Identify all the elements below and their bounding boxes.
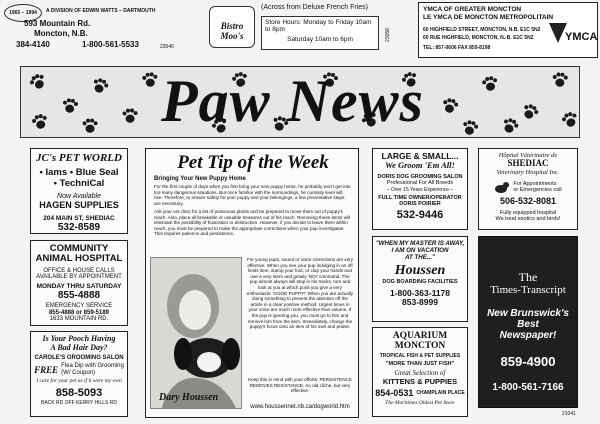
vet-title-1: Hôpital Vétérinaire de (498, 152, 558, 159)
grooming-offer-2: (W/ Coupon) (61, 369, 96, 376)
houssen-quote-1: "WHEN MY MASTER IS AWAY, (375, 240, 465, 247)
doris-owner-1: FULL TIME OWNER/OPERATOR (378, 195, 462, 202)
pet-world-line-2: • TechniCal (53, 177, 105, 189)
vet-title-2: SHEDIAC (507, 158, 549, 169)
free-label: FREE (34, 364, 59, 375)
pet-tip-para-2: Ask your vet clinic for a list of poisonous plants and be prepared to move them out of puppy's reach. Also, place all breakable or valuable treasures out of his reach. Removing these items will eliminate the possibility of frustration or destruction. However, if you decide to leave them within reach, you must be prepared to make the appropriate corrections when your pup investigates. This requires patience and persistence. (154, 209, 351, 236)
ymca-logo (547, 21, 598, 49)
vet-line-1: Fully equipped hospital (499, 210, 557, 217)
paw-print-icon (29, 111, 51, 133)
ad-code: 23046 (160, 44, 174, 50)
aquarium-line-1: TROPICAL FISH & PET SUPPLIES (379, 352, 461, 359)
bistro-hours-1: Store Hours: Monday to Friday 10am to 8pm (265, 19, 372, 34)
bistro-ad (205, 2, 393, 58)
paw-print-icon (551, 71, 570, 90)
paw-print-icon (81, 117, 99, 135)
times-phone-2: 1-800-561-7166 (492, 381, 564, 393)
photo-caption: Dary Houssen (159, 392, 219, 403)
doris-salon-1: DORIS DOG GROOMING SALON (377, 173, 463, 180)
times-phone-1: 859-4900 (500, 354, 556, 370)
pet-tip-para-3: For young pups, sound or voice corrections are very effective. When you see your pup indulging in an off limits item, stamp your foot, or clap your hands and use a very stern and growly 'NO!' command. The pup almost always will stop in his tracks, turn and look at you at which point you give a very enthusiastic 'GOOD PUPPY!' When you are actually doing something to prevent the attention off the article in a clear positive method. Urgent times in your voice are much more effective than volume. If the pup is ignoring you, you must go to him and remove him from the item. Immediately, change the puppy's focus onto an item of his own and praise. (246, 257, 354, 330)
vet-appt-2: or Emergencies call (513, 187, 562, 194)
doris-line-1: LARGE & SMALL... (381, 151, 459, 161)
phone-tollfree: 1-800-561-5533 (82, 40, 139, 49)
aquarium-address: CHAMPLAIN PLACE (416, 390, 465, 397)
pet-tip-title: Pet Tip of the Week (177, 152, 329, 173)
aquarium-tagline: The Maritimes Oldest Pet Store (385, 400, 455, 407)
vet-phone: 506-532-8081 (499, 196, 557, 207)
grooming-address: BACK RD OFF KERRY HILLS RD (41, 399, 117, 406)
grooming-offer-1: Flea Dip with Grooming (61, 363, 124, 370)
houssen-logo: Houssen (394, 263, 446, 279)
address-line-1: 593 Mountain Rd. (24, 19, 91, 28)
paw-print-icon (459, 117, 481, 138)
paw-print-icon (558, 108, 580, 131)
ymca-logo-text: YMCA (565, 31, 598, 43)
grooming-care: I care for your pet as if it were my own (36, 378, 122, 385)
pet-tip-url[interactable]: www.houssennet.nb.ca/dogworld.htm (250, 404, 350, 410)
division-text: A DIVISION OF EDWIN WATTS – DARTMOUTH (46, 8, 156, 14)
paw-news-banner (20, 66, 580, 138)
ymca-address-1: 60 HIGHFIELD STREET, MONCTON, N.B. E1C 5N2 (423, 27, 541, 33)
now-available: Now Available (57, 192, 101, 200)
pet-tip-para-1: For the first couple of days when you first bring your new puppy home, he probably won't get into too many dangerous situations. But once familiar with the surroundings, he curiosity level will rise. Therefore, to ensure safety for your puppy and your belongings, a few preventative steps are necessary. (154, 184, 351, 206)
pet-tip-para-4: Keep this in mind with your efforts: PERSISTENCE REMOVES RESISTANCE. An old cliche, but very effective. (248, 377, 352, 394)
phone-local: 384-4140 (16, 40, 50, 49)
aquarium-title-1: AQUARIUM (392, 331, 448, 341)
aquarium-line-3: KITTENS & PUPPIES (382, 377, 458, 387)
community-animal-hospital-ad (30, 240, 128, 326)
pet-tip-subtitle: Bringing Your New Puppy Home (154, 176, 246, 182)
vet-line-2: We treat exotics and birds! (495, 216, 561, 223)
times-tag-3: Newspaper! (499, 330, 557, 342)
paw-print-icon (498, 114, 521, 137)
aquarium-great: Great Selection of (394, 369, 446, 378)
times-code: 21041 (562, 411, 576, 417)
logo-text: 1965 – 1994 (9, 10, 37, 16)
hospital-hours: MONDAY THRU SATURDAY (36, 283, 122, 291)
vet-appt-1: For Appointments (513, 181, 557, 188)
hagen-supplies: HAGEN SUPPLIES (39, 199, 119, 210)
doris-owner-2: DORIS POIRIER (399, 201, 441, 208)
times-tag-2: Best (517, 319, 539, 331)
doris-phone: 532-9446 (396, 209, 444, 222)
hospital-address: 1633 MOUNTAIN RD. (49, 316, 109, 323)
vet-title-3: Veterinary Hospital Inc. (496, 169, 560, 177)
aquarium-title-2: MONCTON (394, 341, 446, 352)
pet-world-phone: 532-8589 (57, 221, 101, 233)
carole-grooming-ad (30, 331, 128, 417)
ymca-address-2: 60 RUE HIGHFIELD, MONCTON, N.-B. E1C 5N2 (423, 35, 534, 41)
hospital-phone: 855-4888 (57, 290, 101, 302)
hospital-line-2: AVAILABLE BY APPOINTMENT (36, 274, 122, 281)
grooming-salon: CAROLE'S GROOMING SALON (34, 354, 124, 361)
ymca-title-1: YMCA OF GREATER MONCTON (423, 6, 522, 13)
banner-title: Paw News (161, 68, 424, 134)
woman-with-puppy-photo (151, 258, 242, 409)
houssen-quote-2: I AM ON VACATION (391, 246, 449, 254)
pet-tip-article (145, 148, 359, 418)
aquarium-phone: 854-0531 (375, 388, 414, 399)
hospital-title-1: COMMUNITY (49, 243, 109, 254)
bistro-headline: (Across from Deluxe French Fries) (261, 4, 368, 11)
ymca-phone: TEL: 857-0606 FAX 859-8198 (423, 45, 491, 51)
pet-world-address: 204 MAIN ST, SHEDIAC (43, 214, 115, 222)
bistro-logo-text: Bistro Moo's (220, 21, 244, 41)
hospital-line-1: OFFICE & HOUSE CALLS (43, 267, 115, 274)
aquarium-line-2: "MORE THAN JUST FISH" (385, 361, 455, 368)
doris-grooming-ad (372, 148, 468, 230)
grooming-headline-1: Is Your Pooch Having (42, 334, 116, 343)
shediac-vet-hospital-ad (478, 148, 578, 230)
times-transcript-ad (478, 236, 578, 408)
paw-print-icon (439, 95, 460, 116)
houssen-phone-2: 853-8999 (402, 297, 438, 308)
aquarium-moncton-ad (372, 327, 468, 417)
paw-print-icon (26, 70, 51, 95)
pet-world-title: JC's PET WORLD (36, 152, 122, 164)
paw-print-icon (140, 70, 160, 90)
houssen-phone-1: 1-800-363-1178 (389, 287, 451, 298)
houssen-line: DOG BOARDING FACILITIES (382, 278, 458, 285)
doris-salon-2: Professional For All Breeds (386, 179, 454, 186)
times-masthead-1: The (518, 270, 538, 284)
pet-world-line-1: • Iams • Blue Seal (39, 167, 119, 179)
emergency-label: EMERGENCY SERVICE (45, 303, 113, 310)
paw-print-icon (88, 74, 111, 97)
bistro-code: 23058 (384, 28, 391, 42)
jcs-pet-world-ad (30, 148, 128, 234)
hospital-title-2: ANIMAL HOSPITAL (35, 253, 123, 265)
grooming-phone: 858-5093 (55, 387, 103, 400)
doris-line-2: We Groom 'Em All! (385, 160, 455, 171)
paw-print-icon (121, 107, 140, 126)
times-masthead-2: Times-Transcript (490, 284, 566, 297)
grooming-headline-2: A Bad Hair Day? (50, 342, 108, 352)
ymca-title-2: LE YMCA DE MONCTON METROPOLITAIN (423, 14, 554, 21)
houssen-boarding-ad (372, 236, 468, 322)
doris-experience: – Over 15 Years Experience – (386, 186, 454, 193)
edwin-watts-ad (2, 2, 180, 58)
paw-print-icon (479, 73, 500, 94)
emergency-phones: 855-4888 or 859-5189 (48, 309, 110, 316)
bistro-hours-2: Saturday 10am to 6pm (287, 36, 353, 44)
times-tag-1: New Brunswick's (487, 308, 569, 320)
ymca-ad (418, 2, 598, 58)
paw-print-icon (60, 96, 80, 116)
puppy-photo (150, 257, 242, 409)
dog-cat-icon (494, 180, 510, 194)
houssen-quote-3: AT THE..." (405, 253, 435, 261)
address-line-2: Moncton, N.B. (34, 29, 88, 38)
bistro-logo (209, 6, 255, 48)
